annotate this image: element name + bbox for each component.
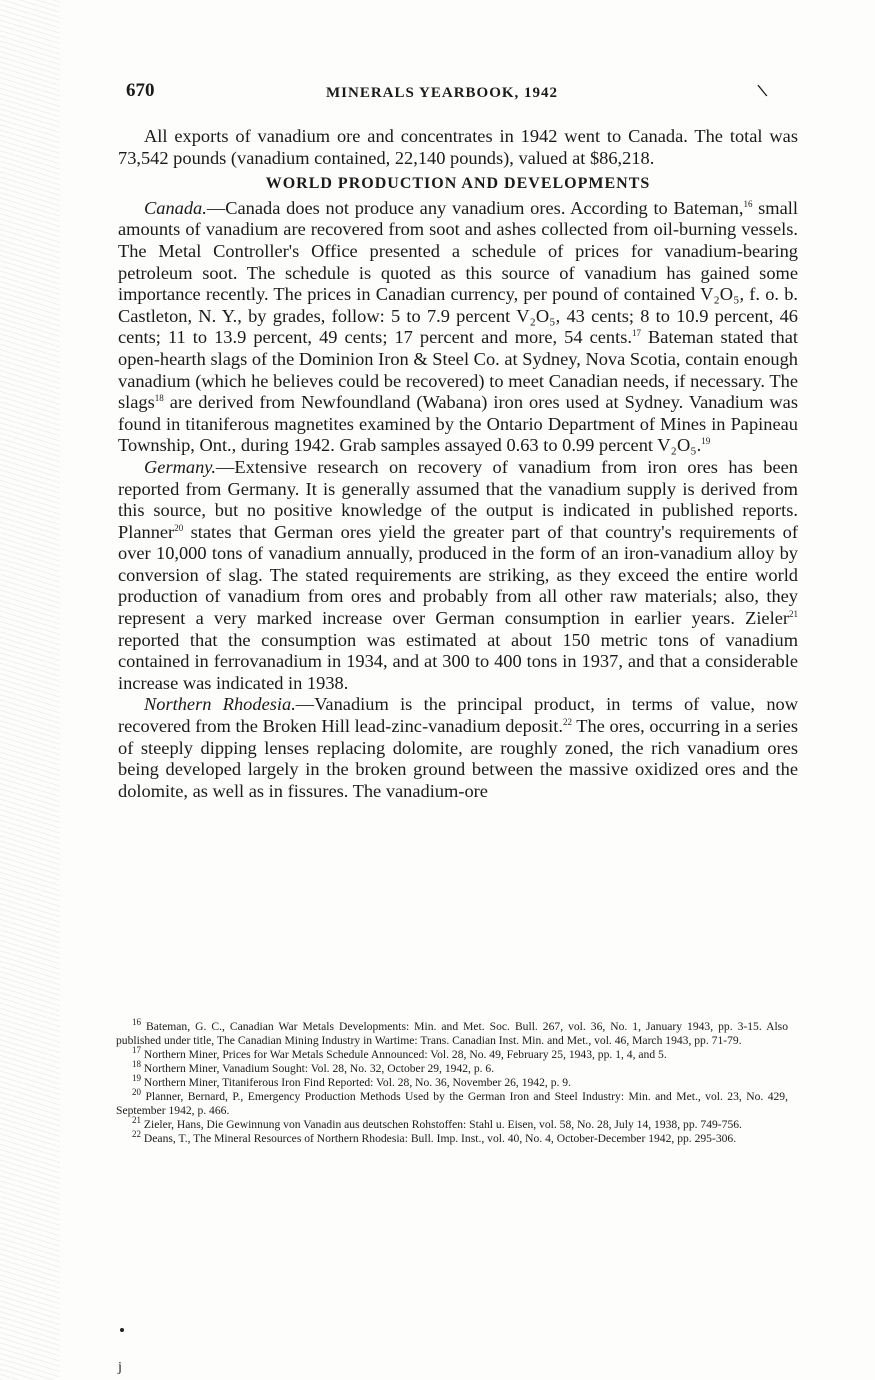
footnote: [116, 1059, 788, 1076]
canada-text-2: small amounts of vanadium are recovered from soot and ashes collected from oil-burning vessels. The Metal Controller's Office presented a schedule of prices for vanadium-bearing petroleum soot. The schedule is quoted as this source of vanadium has gained some importance recently. The prices in Canadian currency, per pound of contained V₂O₅, f. o. b. Castleton, N. Y., by grades, follow: 5 to 7.9 percent V₂O₅, 43 cents; 8 to 10.9 percent, 46 cents; 11 to 13.9 percent, 49 cents; 17 percent and more, 54 cents.: [118, 197, 798, 348]
canada-text-3: Bateman stated that open-hearth slags of the Dominion Iron & Steel Co. at Sydney, Nova Scotia, contain enough vanadium (which he believes could be recovered) to meet Canadian needs, if necessary. The slags: [118, 327, 798, 413]
footnote-number: 16: [132, 1017, 141, 1028]
footnote-ref-22: 22: [562, 716, 572, 727]
footnote-ref-17: 17: [631, 328, 641, 339]
section-heading: WORLD PRODUCTION AND DEVELOPMENTS: [265, 175, 651, 193]
rhodesia-text: —Vanadium is the principal product, in terms of value, now recovered from the Broken Hill lead-zinc-vanadium deposit.: [118, 694, 798, 737]
scan-edge-noise: [0, 0, 60, 1380]
footnote-number: 21: [132, 1115, 141, 1126]
body-text: [118, 126, 798, 802]
page-number: 670: [126, 80, 155, 101]
footnote-text: Zieler, Hans, Die Gewinnung von Vanadin aus deutschen Rohstoffen: Stahl u. Eisen, vol. 58, No. 28, July 14, 1938, pp. 749-756.: [143, 1118, 742, 1131]
footnote-number: 19: [132, 1073, 141, 1084]
footnote: [116, 1073, 788, 1090]
canada-text: —Canada does not produce any vanadium ores. According to Bateman,: [206, 197, 744, 218]
footnote-text: Northern Miner, Titaniferous Iron Find Reported: Vol. 28, No. 36, November 26, 1942, p. 9.: [143, 1076, 571, 1089]
running-head: MINERALS YEARBOOK, 1942: [326, 85, 559, 101]
footnote-text: Planner, Bernard, P., Emergency Production Methods Used by the German Iron and Steel Industry: Min. and Met., vol. 23, No. 429, September 1942, p. 466.: [116, 1090, 788, 1117]
margin-tick-mark: \: [756, 79, 769, 103]
canada-text-4: are derived from Newfoundland (Wabana) iron ores used at Sydney. Vanadium was found in titaniferous magnetites examined by the Ontario Department of Mines in Papineau Township, Ont., during 1942. Grab samples assayed 0.63 to 0.99 percent V₂O₅.: [118, 392, 798, 456]
footnote-text: Deans, T., The Mineral Resources of Northern Rhodesia: Bull. Imp. Inst., vol. 40, No. 4, October-December 1942, pp. 295-306.: [143, 1132, 737, 1145]
exports-paragraph: All exports of vanadium ore and concentrates in 1942 went to Canada. The total was 73,542 pounds (vanadium contained, 22,140 pounds), valued at $86,218.: [118, 126, 798, 168]
rhodesia-paragraph: [118, 694, 798, 802]
footnote-text: Bateman, G. C., Canadian War Metals Developments: Min. and Met. Soc. Bull. 267, vol. 36, No. 1, January 1943, pp. 3-15. Also published under title, The Canadian Mining Industry in Wartime: Trans. Canadian Inst. Min. and Met., vol. 46, March 1943, pp. 71-79.: [116, 1020, 788, 1047]
germany-lead: Germany.: [144, 456, 217, 477]
footnote-ref-16: 16: [743, 198, 753, 209]
germany-paragraph: [118, 457, 798, 695]
footnote-ref-20: 20: [174, 522, 184, 533]
footnote-text: Northern Miner, Vanadium Sought: Vol. 28, No. 32, October 29, 1942, p. 6.: [143, 1062, 495, 1075]
scan-dot: [120, 1328, 124, 1332]
footnote-ref-19: 19: [701, 436, 711, 447]
canada-paragraph: [118, 198, 798, 457]
footnote: [116, 1045, 788, 1062]
germany-text: —Extensive research on recovery of vanadium from iron ores has been reported from Germany. It is generally assumed that the vanadium supply is derived from this source, but no positive knowledge of the output is indicated in published reports. Planner: [118, 456, 798, 542]
germany-text-3: reported that the consumption was estimated at about 150 metric tons of vanadium contained in ferrovanadium in 1934, and at 300 to 400 tons in 1937, and that a considerable increase was indicated in 1938.: [118, 629, 798, 693]
footnote-number: 17: [132, 1045, 141, 1056]
germany-text-2: states that German ores yield the greater part of that country's requirements of over 10,000 tons of vanadium annually, produced in the form of an iron-vanadium alloy by conversion of slag. The stated requirements are striking, as they exceed the entire world production of vanadium from ores and probably from all other raw materials; also, they represent a very marked increase over German consumption in earlier years. Zieler: [118, 521, 798, 629]
footnote-ref-21: 21: [789, 608, 798, 619]
footnote: [116, 1017, 788, 1048]
footnote-number: 20: [132, 1087, 141, 1098]
page-header: [126, 80, 776, 110]
bottom-margin-mark: j: [118, 1360, 122, 1375]
rhodesia-text-2: The ores, occurring in a series of steeply dipping lenses replacing dolomite, are roughly zoned, the rich vanadium ores being developed largely in the broken ground between the massive oxidized ores and the dolomite, as well as in fissures. The vanadium-ore: [118, 716, 798, 801]
footnotes: [116, 1017, 788, 1146]
canada-lead: Canada.: [144, 197, 207, 218]
footnote-text: Northern Miner, Prices for War Metals Schedule Announced: Vol. 28, No. 49, February 25, 1943, pp. 1, 4, and 5.: [143, 1048, 667, 1061]
footnote-number: 22: [132, 1129, 141, 1140]
footnote-ref-18: 18: [154, 393, 164, 403]
footnote: [116, 1115, 788, 1132]
footnote: [116, 1087, 788, 1118]
footnote: [116, 1129, 788, 1146]
footnote-number: 18: [132, 1059, 141, 1070]
rhodesia-lead: Northern Rhodesia.: [144, 694, 296, 715]
